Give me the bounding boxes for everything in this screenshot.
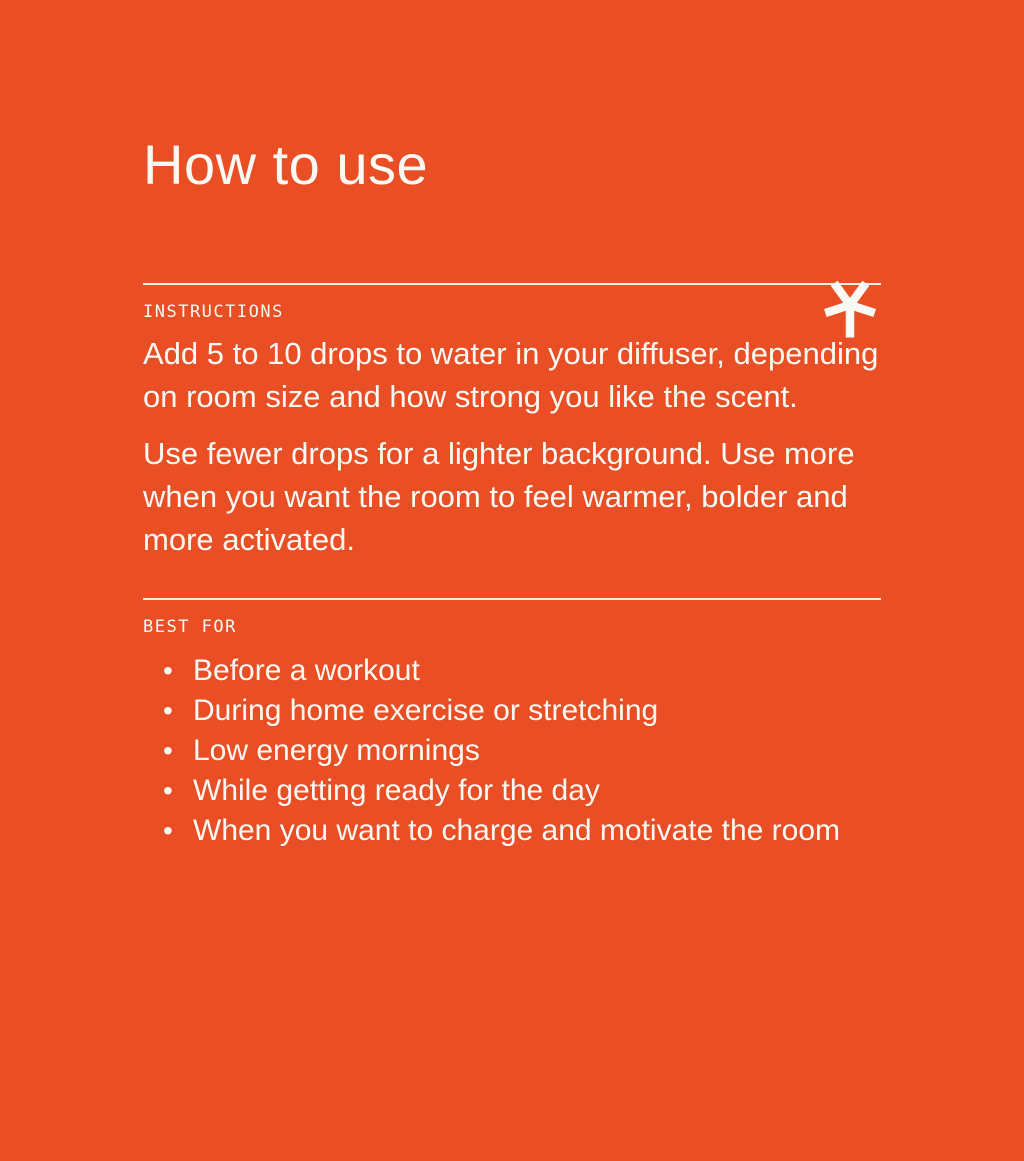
instructions-paragraph: Use fewer drops for a lighter background. Use more when you want the room to feel warmer, bolder and more activated. — [143, 436, 855, 557]
best-for-list — [143, 651, 881, 851]
list-item-label: When you want to charge and motivate the room — [193, 814, 841, 847]
list-item-label: Low energy mornings — [193, 734, 480, 767]
list-item — [143, 691, 881, 731]
list-item-label: During home exercise or stretching — [193, 694, 659, 727]
page-title: How to use — [143, 133, 429, 196]
bullet-icon: • — [163, 735, 173, 766]
list-item — [143, 651, 881, 691]
list-item-label: Before a workout — [193, 654, 420, 687]
list-item — [143, 771, 881, 811]
instructions-label: INSTRUCTIONS — [143, 302, 284, 322]
instructions-paragraph: Add 5 to 10 drops to water in your diffuser, depending on room size and how strong you like the scent. — [143, 336, 879, 414]
list-item — [143, 731, 881, 771]
list-item-label: While getting ready for the day — [193, 774, 600, 807]
asterisk-icon — [823, 276, 877, 340]
bullet-icon: • — [163, 655, 173, 686]
list-item — [143, 811, 881, 851]
how-to-use-card — [0, 133, 1024, 1161]
bullet-icon: • — [163, 695, 173, 726]
best-for-label: BEST FOR — [143, 617, 237, 637]
divider — [143, 283, 881, 285]
bullet-icon: • — [163, 775, 173, 806]
divider — [143, 598, 881, 600]
bullet-icon: • — [163, 815, 173, 846]
